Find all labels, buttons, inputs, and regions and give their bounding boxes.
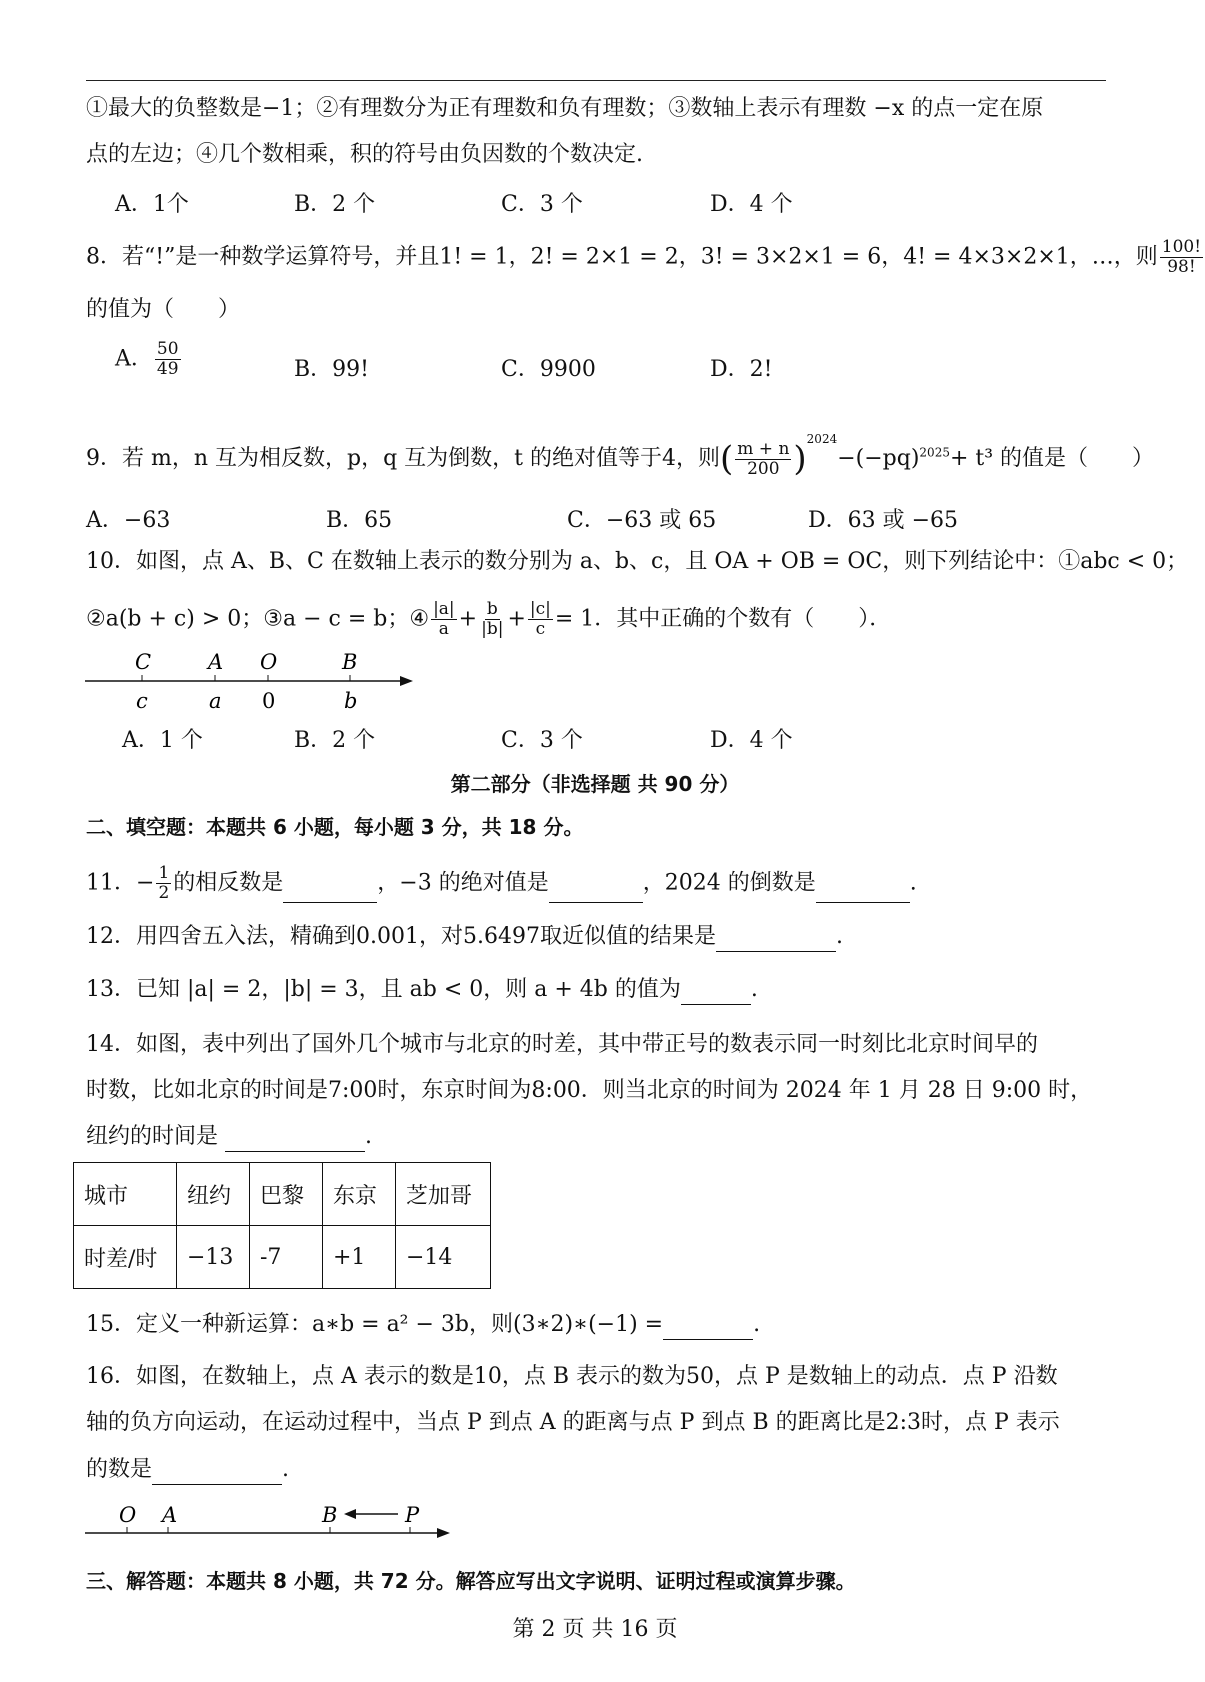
timezone-table: [73, 1162, 491, 1289]
q16-blank[interactable]: [152, 1460, 282, 1485]
q7-option-a: A．1个: [115, 192, 189, 217]
q7-option-b: B．2 个: [294, 192, 376, 217]
q7-statement-line1: ①最大的负整数是−1；②有理数分为正有理数和负有理数；③数轴上表示有理数 −x 的点一定在原: [86, 96, 1044, 121]
q16-end: .: [282, 1457, 290, 1482]
table-header-row: [74, 1163, 491, 1226]
q8-frac-den: 98!: [1167, 257, 1196, 277]
q16-label-P: P: [405, 1503, 420, 1527]
q16-label-B: B: [322, 1503, 338, 1527]
q14-end: .: [365, 1124, 373, 1149]
q8-option-a-num: 50: [156, 339, 179, 359]
q10-frac1-num: |a|: [433, 599, 455, 619]
q8-prefix: 8．若“!”是一种数学运算符号，并且1! = 1，2! = 2×1 = 2，3! = 3×2×1 = 6，4! = 4×3×2×1，…，则: [86, 244, 1158, 270]
q13-text: 13．已知 |a| = 2，|b| = 3，且 ab < 0，则 a + 4b 的值为: [86, 977, 681, 1002]
q11-blank2[interactable]: [549, 878, 643, 903]
q10-frac3-den: c: [535, 619, 546, 639]
q10-value-a: a: [209, 689, 222, 713]
table-header-cell: 东京: [323, 1163, 396, 1226]
q12-blank[interactable]: [716, 927, 836, 952]
q16-line3: [86, 1455, 289, 1485]
table-row: [74, 1226, 491, 1289]
q10-frac1-den: a: [438, 619, 449, 639]
q7-option-c: C．3 个: [501, 192, 583, 217]
q10-label-O: O: [260, 650, 278, 674]
table-header-cell: 城市: [74, 1163, 177, 1226]
q8-option-a-den: 49: [156, 359, 179, 379]
q14-line3: [86, 1122, 372, 1152]
q12-end: .: [835, 924, 843, 949]
q9-exp1: 2024: [806, 432, 838, 446]
q10-line2: ②a(b + c) > 0；③a − c = b；④ $\frac{|a|}{a}$ + $\frac{b}{|b|}$ + $\frac{|c|}{c}$ = 1．其中正确的个数有（ ）．: [86, 599, 892, 639]
q16-number-line: [80, 1495, 460, 1545]
q11-frac-num: 1: [158, 863, 170, 883]
q11-blank3[interactable]: [816, 878, 910, 903]
section3-title: 三、解答题：本题共 8 小题，共 72 分。解答应写出文字说明、证明过程或演算步骤。: [86, 1569, 856, 1593]
q16-label-A: A: [162, 1503, 178, 1527]
q10-option-c: C．3 个: [501, 728, 583, 753]
q15-blank[interactable]: [663, 1315, 753, 1340]
q12-text: 12．用四舍五入法，精确到0.001，对5.6497取近似值的结果是: [86, 924, 716, 949]
q16-axis-arrow: [437, 1528, 450, 1538]
q10-option-b: B．2 个: [294, 728, 376, 753]
q10-number-line: [80, 645, 420, 720]
q10-line2-a: ②a(b + c) > 0；③a − c = b；④: [86, 606, 430, 632]
q10-label-C: C: [135, 650, 152, 674]
q10-option-d: D．4 个: [710, 728, 793, 753]
q9-fraction: [735, 440, 791, 479]
q7-option-d: D．4 个: [710, 192, 793, 217]
q10-value-b: b: [344, 689, 358, 713]
q8-option-a-label: A．: [115, 346, 153, 372]
q10-value-0: 0: [262, 689, 276, 713]
q9-stem: [86, 424, 1154, 479]
q11-prefix: 11．−: [86, 870, 155, 896]
q11-stem: [86, 864, 917, 903]
q10-value-c: c: [136, 689, 148, 713]
q10-line2-b: = 1．其中正确的个数有（ ）．: [554, 606, 892, 632]
q8-stem: [86, 238, 1205, 277]
q10-label-B: B: [342, 650, 358, 674]
q13-end: .: [750, 977, 758, 1002]
q8-option-a: [115, 340, 183, 379]
q9-mid: −(−pq): [837, 446, 920, 471]
q16-line1: 16．如图，在数轴上，点 A 表示的数是10，点 B 表示的数为50，点 P 是数轴上的动点．点 P 沿数: [86, 1364, 1058, 1389]
part2-title: 第二部分（非选择题 共 90 分）: [450, 772, 740, 796]
q11-text1: 的相反数是: [173, 870, 284, 896]
q14-blank[interactable]: [225, 1127, 365, 1152]
q16-line3-text: 的数是: [86, 1457, 153, 1482]
q9-frac-den: 200: [747, 458, 780, 479]
q8-frac-num: 100!: [1161, 237, 1202, 257]
q11-frac-den: 2: [158, 883, 170, 903]
page-footer: 第 2 页 共 16 页: [512, 1617, 678, 1642]
q11-blank1[interactable]: [283, 878, 377, 903]
q14-line1: 14．如图，表中列出了国外几个城市与北京的时差，其中带正号的数表示同一时刻比北京时间早的: [86, 1032, 1038, 1057]
q15-end: .: [753, 1312, 761, 1337]
q9-exp2: 2025: [919, 445, 950, 460]
q9-paren-close: ): [793, 439, 807, 479]
top-rule: [86, 80, 1106, 81]
table-header-cell: 纽约: [177, 1163, 250, 1226]
table-cell: −13: [177, 1226, 250, 1289]
q10-frac3-num: |c|: [529, 599, 551, 619]
table-cell: 时差/时: [74, 1226, 177, 1289]
q8-option-c: C．9900: [501, 357, 596, 382]
q11-end: .: [909, 870, 917, 896]
q13-blank[interactable]: [681, 980, 751, 1005]
q10-axis-arrow: [400, 676, 413, 686]
q9-paren-open: (: [720, 439, 734, 479]
q10-frac3: [528, 600, 553, 639]
q9-option-a: A．−63: [86, 508, 171, 533]
q9-option-d: D．63 或 −65: [808, 508, 959, 533]
q10-frac2-den: |b|: [481, 619, 504, 639]
q16-motion-arrow-head: [344, 1509, 356, 1519]
q10-label-A: A: [208, 650, 224, 674]
q10-option-a: A．1 个: [122, 728, 203, 753]
q10-frac1: [431, 600, 457, 639]
q8-line2: 的值为（ ）: [86, 297, 241, 322]
q14-line2: 时数，比如北京的时间是7:00时，东京时间为8:00．则当北京的时间为 2024 年 1 月 28 日 9:00 时，: [86, 1078, 1093, 1103]
q8-option-b: B．99!: [294, 357, 370, 382]
q13-stem: [86, 975, 758, 1005]
q9-prefix: 9．若 m，n 互为相反数，p，q 互为倒数，t 的绝对值等于4，则: [86, 446, 721, 471]
q8-option-d: D．2!: [710, 357, 773, 382]
q10-line1: 10．如图，点 A、B、C 在数轴上表示的数分别为 a、b、c，且 OA + OB = OC，则下列结论中：①abc < 0；: [86, 549, 1189, 574]
q11-text3: ，2024 的倒数是: [642, 870, 816, 896]
table-header-cell: 芝加哥: [396, 1163, 491, 1226]
section2-title: 二、填空题：本题共 6 小题，每小题 3 分，共 18 分。: [86, 815, 584, 839]
q8-option-a-fraction: [155, 340, 181, 379]
q16-line2: 轴的负方向运动，在运动过程中，当点 P 到点 A 的距离与点 P 到点 B 的距离比是2:3时，点 P 表示: [86, 1410, 1060, 1435]
q8-fraction: [1160, 238, 1203, 277]
q10-frac2: [479, 600, 505, 639]
q10-frac2-num: b: [486, 599, 498, 619]
q16-label-O: O: [119, 1503, 137, 1527]
table-cell: +1: [323, 1226, 396, 1289]
table-cell: -7: [250, 1226, 323, 1289]
q12-stem: [86, 922, 843, 952]
q9-option-b: B．65: [326, 508, 393, 533]
table-cell: −14: [396, 1226, 491, 1289]
q14-line3-text: 纽约的时间是: [86, 1124, 219, 1149]
q15-text: 15．定义一种新运算：a∗b = a² − 3b，则(3∗2)∗(−1) =: [86, 1312, 664, 1337]
q15-stem: [86, 1310, 760, 1340]
q11-text2: ，−3 的绝对值是: [377, 870, 549, 896]
q9-option-c: C．−63 或 65: [567, 508, 717, 533]
q7-statement-line2: 点的左边；④几个数相乘，积的符号由负因数的个数决定.: [86, 142, 643, 167]
q11-fraction: [156, 864, 171, 903]
q9-frac-num: m + n: [737, 438, 790, 459]
table-header-cell: 巴黎: [250, 1163, 323, 1226]
q9-tail: + t³ 的值是（ ）: [949, 446, 1155, 471]
